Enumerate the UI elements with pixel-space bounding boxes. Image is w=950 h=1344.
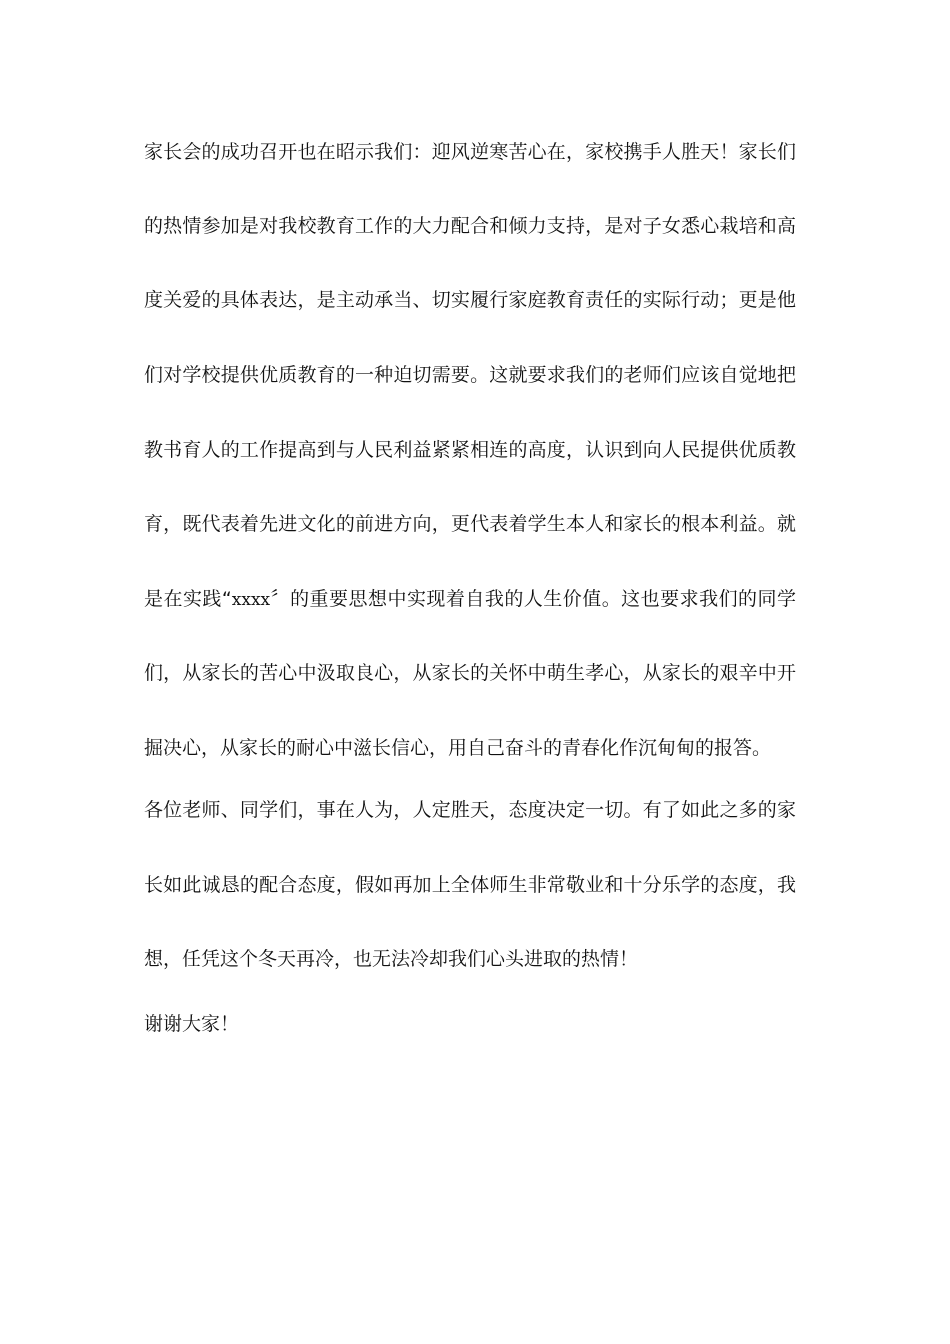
body-text-line: 长如此诚恳的配合态度，假如再加上全体师生非常敬业和十分乐学的态度，我 [144, 874, 796, 896]
body-text-line [144, 587, 796, 612]
quoted-placeholder: xxxx [231, 590, 271, 610]
body-text-line: 的热情参加是对我校教育工作的大力配合和倾力支持，是对子女悉心栽培和高 [144, 215, 796, 237]
body-text-line: 们，从家长的苦心中汲取良心，从家长的关怀中萌生孝心，从家长的艰辛中开 [144, 662, 796, 684]
body-text-line: 想，任凭这个冬天再冷，也无法冷却我们心头进取的热情！ [144, 948, 639, 970]
body-text-segment: 是在实践“ [144, 588, 232, 610]
body-text-line: 教书育人的工作提高到与人民利益紧紧相连的高度，认识到向人民提供优质教 [144, 439, 796, 461]
body-text-line: 各位老师、同学们，事在人为，人定胜天，态度决定一切。有了如此之多的家 [144, 799, 796, 821]
closing-line: 谢谢大家！ [144, 1013, 240, 1035]
body-text-line: 掘决心，从家长的耐心中滋长信心，用自己奋斗的青春化作沉甸甸的报答。 [144, 737, 772, 759]
body-text-line: 家长会的成功召开也在昭示我们：迎风逆寒苦心在，家校携手人胜天！家长们 [144, 141, 796, 163]
body-text-line: 育，既代表着先进文化的前进方向，更代表着学生本人和家长的根本利益。就 [144, 513, 796, 535]
body-text-segment: 〞的重要思想中实现着自我的人生价值。这也要求我们的同学 [270, 588, 796, 610]
body-text-line: 度关爱的具体表达，是主动承当、切实履行家庭教育责任的实际行动；更是他 [144, 289, 796, 311]
body-text-line: 们对学校提供优质教育的一种迫切需要。这就要求我们的老师们应该自觉地把 [144, 364, 796, 386]
